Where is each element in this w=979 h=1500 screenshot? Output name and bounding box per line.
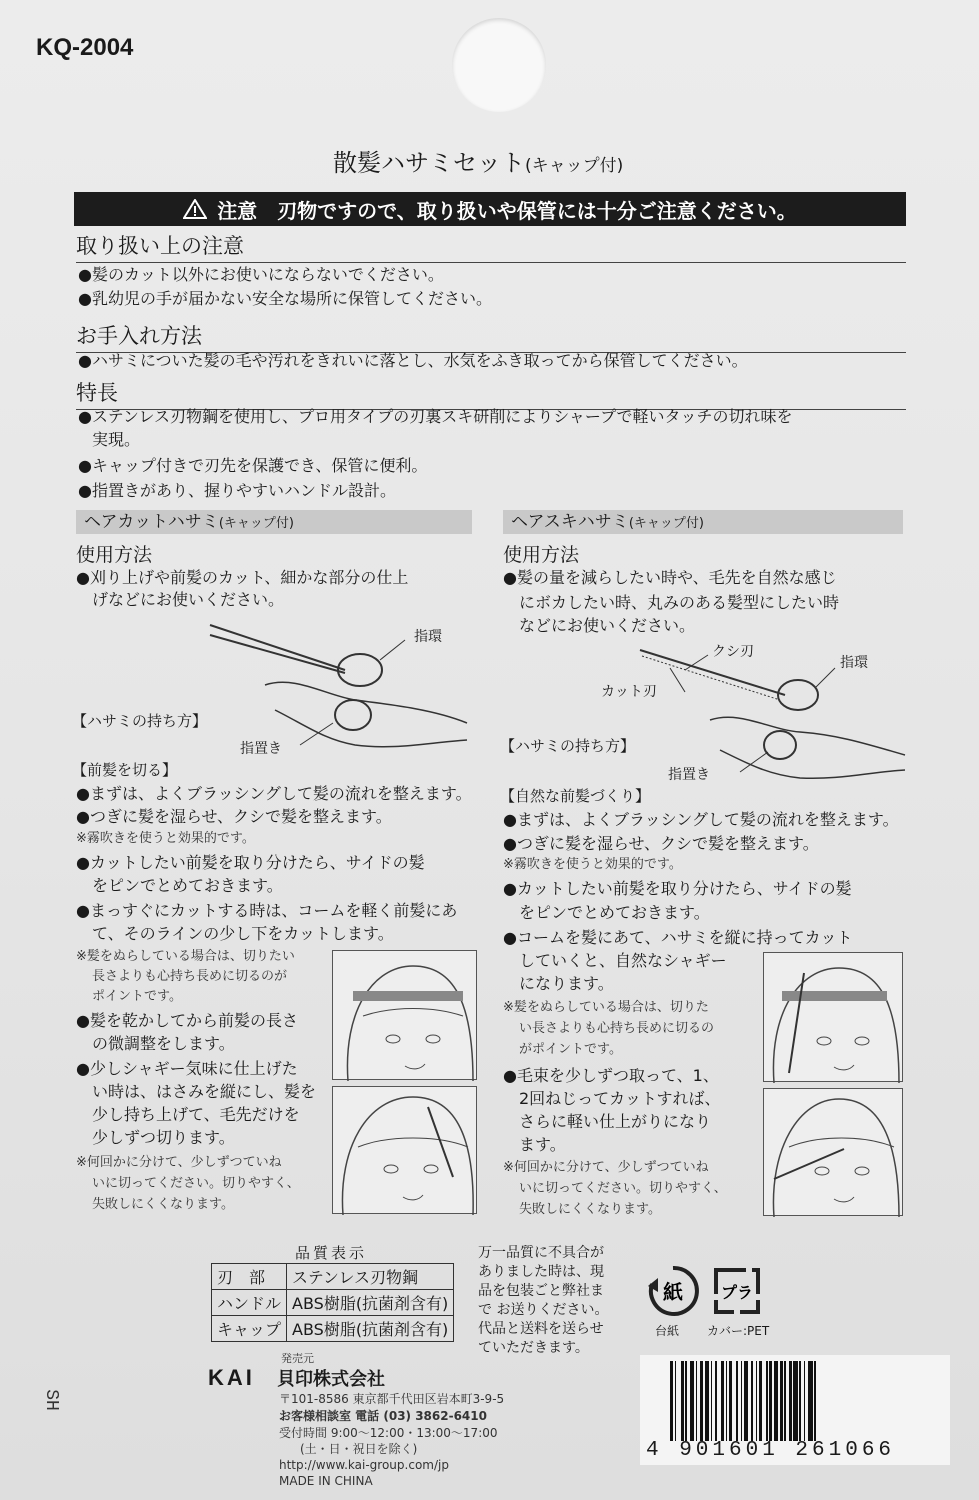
left-step: て、そのラインの少し下をカットします。	[92, 924, 394, 943]
svg-text:紙: 紙	[663, 1280, 683, 1304]
left-step: ●髪を乾かしてから前髪の長さ	[76, 1011, 298, 1030]
right-label-comb: クシ刃	[712, 644, 754, 660]
left-step: をピンでとめておきます。	[92, 876, 283, 895]
product-title-main: 散髪ハサミセット	[333, 149, 525, 177]
face-illustration-right-1	[763, 952, 903, 1082]
right-step: ●コームを髪にあて、ハサミを縦に持ってカット	[503, 928, 853, 947]
warning-triangle-icon	[183, 199, 207, 219]
left-step: い時は、はさみを縦にし、髪を	[92, 1082, 317, 1101]
plastic-recycle-icon	[708, 1264, 766, 1318]
face-illustration-left-2	[332, 1086, 477, 1214]
handling-heading: 取り扱い上の注意	[76, 230, 906, 263]
table-row: キャップ ABS樹脂(抗菌剤含有)	[212, 1316, 454, 1342]
table-row: ハンドル ABS樹脂(抗菌剤含有)	[212, 1290, 454, 1316]
consult-phone: お客様相談室 電話 (03) 3862-6410	[279, 1409, 487, 1423]
paper-recycle-icon	[646, 1264, 700, 1318]
right-note: いに切ってください。切りやすく、	[519, 1181, 727, 1196]
plastic-label: カバー:PET	[707, 1324, 770, 1338]
right-step: 2回ねじってカットすれば、	[519, 1089, 721, 1108]
left-label-ring: 指環	[414, 629, 442, 645]
right-step: になります。	[519, 974, 614, 993]
svg-text:プラ: プラ	[720, 1283, 754, 1302]
barcode	[640, 1355, 950, 1465]
right-note: ※霧吹きを使うと効果的です。	[503, 857, 682, 872]
care-heading: お手入れ方法	[76, 320, 906, 353]
left-step: 少し持ち上げて、毛先だけを	[92, 1105, 300, 1124]
right-label-cut: カット刃	[601, 684, 657, 700]
right-step: をピンでとめておきます。	[519, 903, 710, 922]
holiday: (土・日・祝日を除く)	[300, 1442, 418, 1456]
face-illustration-right-2	[763, 1088, 903, 1216]
left-usage-line: ●刈り上げや前髪のカット、細かな部分の仕上	[76, 568, 409, 587]
left-note: いに切ってください。切りやすく、	[92, 1176, 300, 1191]
feature-item: ●ステンレス刃物鋼を使用し、プロ用タイプの刃裏スキ研削によりシャープで軽いタッチの切れ味を	[78, 407, 793, 426]
hours: 受付時間 9:00〜12:00・13:00〜17:00	[279, 1426, 498, 1440]
left-step: 少しずつ切ります。	[92, 1128, 235, 1147]
left-step: ●少しシャギー気味に仕上げた	[76, 1059, 298, 1078]
left-note: ポイントです。	[92, 989, 182, 1004]
quality-table	[211, 1263, 454, 1342]
left-step: ●つぎに髪を湿らせ、クシで髪を整えます。	[76, 807, 392, 826]
hang-hole	[452, 18, 546, 112]
barcode-bars	[670, 1361, 940, 1441]
publisher-label: 発売元	[281, 1352, 314, 1365]
right-cut-heading: 【自然な前髪づくり】	[500, 787, 651, 805]
left-hold-heading: 【ハサミの持ち方】	[72, 712, 208, 730]
left-note: ※霧吹きを使うと効果的です。	[76, 831, 255, 846]
company-name: 貝印株式会社	[277, 1369, 385, 1390]
right-usage-heading: 使用方法	[503, 544, 580, 566]
product-title	[333, 143, 623, 178]
right-label-finger: 指置き	[668, 767, 710, 783]
guarantee-text: 万一品質に不具合が ありました時は、現 品を包装ごと弊社ま で お送りください。 代品と送料を送らせ ていただきます。	[478, 1245, 609, 1356]
left-label-finger: 指置き	[240, 741, 282, 757]
right-usage-line: にボカしたい時、丸みのある髪型にしたい時	[519, 593, 840, 612]
barcode-number: 4 901601 261066	[646, 1439, 896, 1462]
made-in: MADE IN CHINA	[279, 1474, 373, 1488]
right-note: ※何回かに分けて、少しずつていね	[503, 1160, 709, 1175]
right-step: さらに軽い仕上がりになり	[519, 1112, 712, 1131]
quality-title: 品質表示	[295, 1244, 368, 1262]
left-step: ●カットしたい前髪を取り分けたら、サイドの髪	[76, 853, 425, 872]
handling-item: ●乳幼児の手が届かない安全な場所に保管してください。	[78, 289, 493, 308]
product-title-sub: (キャップ付)	[525, 156, 624, 176]
left-note: ※何回かに分けて、少しずつていね	[76, 1155, 282, 1170]
paper-label: 台紙	[655, 1324, 680, 1338]
right-hold-heading: 【ハサミの持ち方】	[500, 737, 636, 755]
right-step: ●まずは、よくブラッシングして髪の流れを整えます。	[503, 810, 899, 829]
features-heading: 特長	[76, 377, 906, 410]
left-note: 長さよりも心持ち長めに切るのが	[92, 969, 288, 984]
right-usage-line: などにお使いください。	[519, 616, 696, 635]
right-step: ●つぎに髪を湿らせ、クシで髪を整えます。	[503, 834, 819, 853]
right-note: い長さよりも心持ち長めに切るの	[519, 1021, 715, 1036]
table-row: 刃 部 ステンレス刃物鋼	[212, 1264, 454, 1290]
warning-bar	[74, 192, 906, 226]
left-usage-line: げなどにお使いください。	[92, 590, 285, 609]
right-step: していくと、自然なシャギー	[519, 951, 727, 970]
right-step: ます。	[519, 1135, 566, 1154]
thinning-scissors-bar: ヘアスキハサミ(キャップ付)	[503, 510, 903, 534]
left-usage-heading: 使用方法	[76, 544, 153, 566]
left-step: ●まっすぐにカットする時は、コームを軽く前髪にあ	[76, 901, 458, 920]
feature-item-cont: 実現。	[92, 430, 141, 449]
handling-item: ●髪のカット以外にお使いにならないでください。	[78, 265, 444, 284]
right-label-ring: 指環	[840, 655, 868, 671]
left-step: の微調整をします。	[92, 1034, 235, 1053]
right-note: 失敗しにくくなります。	[519, 1202, 661, 1217]
left-step: ●まずは、よくブラッシングして髪の流れを整えます。	[76, 784, 472, 803]
right-step: ●毛束を少しずつ取って、1、	[503, 1066, 719, 1085]
right-note: がポイントです。	[519, 1042, 622, 1057]
haircut-scissors-bar: ヘアカットハサミ(キャップ付)	[76, 510, 472, 534]
left-note: ※髪をぬらしている場合は、切りたい	[76, 949, 295, 964]
left-note: 失敗しにくくなります。	[92, 1197, 234, 1212]
side-code: SH	[40, 1389, 61, 1411]
address: 〒101-8586 東京都千代田区岩本町3-9-5	[279, 1392, 505, 1406]
right-usage-line: ●髪の量を減らしたい時や、毛先を自然な感じ	[503, 568, 837, 587]
right-step: ●カットしたい前髪を取り分けたら、サイドの髪	[503, 879, 852, 898]
feature-item: ●指置きがあり、握りやすいハンドル設計。	[78, 481, 397, 500]
website: http://www.kai-group.com/jp	[279, 1458, 449, 1472]
right-note: ※髪をぬらしている場合は、切りた	[503, 1000, 709, 1015]
kai-logo: KAI	[208, 1365, 255, 1390]
care-item: ●ハサミについた髪の毛や汚れをきれいに落とし、水気をふき取ってから保管してください。	[78, 351, 748, 370]
warning-label: 注意	[217, 198, 258, 223]
feature-item: ●キャップ付きで刃先を保護でき、保管に便利。	[78, 456, 428, 475]
warning-text: 刃物ですので、取り扱いや保管には十分ご注意ください。	[277, 198, 797, 223]
left-cut-heading: 【前髪を切る】	[72, 761, 178, 779]
model-number: KQ-2004	[36, 34, 134, 61]
face-illustration-left-1	[332, 950, 477, 1080]
